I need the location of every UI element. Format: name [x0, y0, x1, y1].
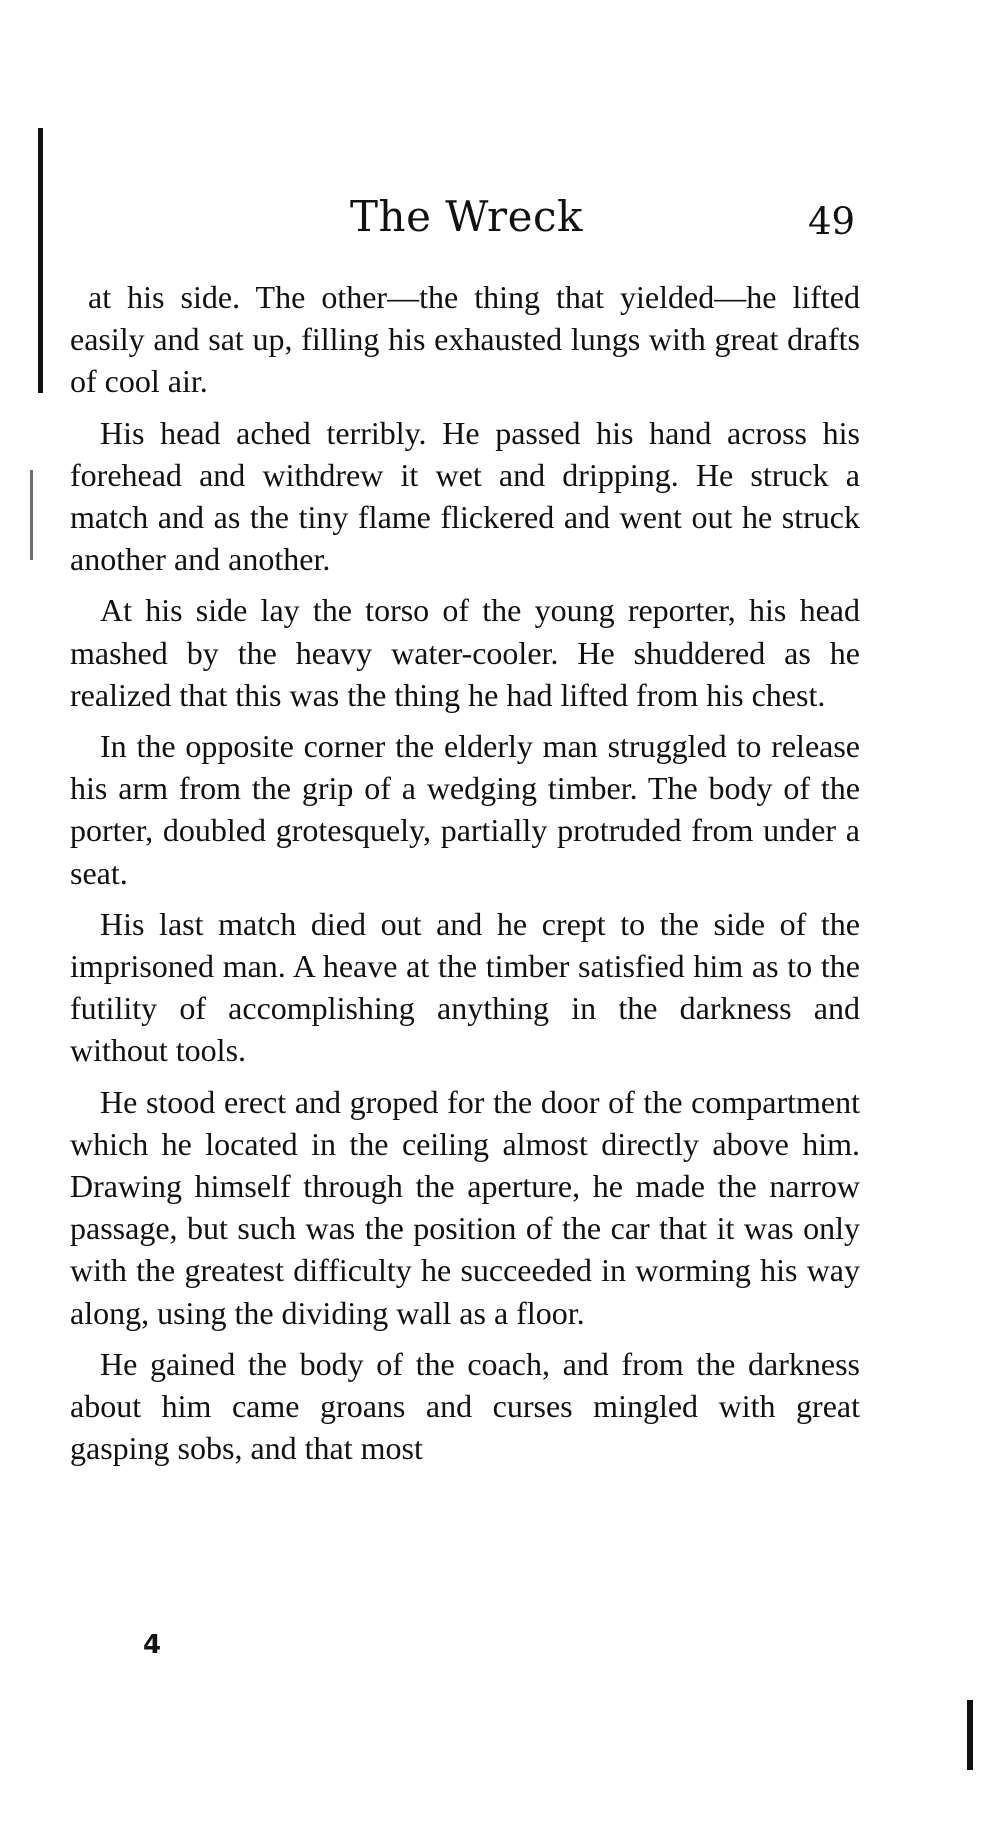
paragraph-7: He gained the body of the coach, and from the darkness about him came groans and curses mingled with great gasping sobs, and that most — [70, 1345, 860, 1467]
paragraph-6: He stood erect and groped for the door of the compartment which he located in the ceiling almost directly above him. Drawing himself through the aperture, he made the narrow passage, but such was the position of the car that it was only with the greatest difficulty he succeeded in worming his way along, using the dividing wall as a floor. — [70, 1083, 860, 1331]
page-number: 49 — [808, 200, 856, 243]
scan-edge-mark-right — [967, 1700, 973, 1770]
running-title: The Wreck — [350, 192, 583, 241]
paragraph-5: His last match died out and he crept to the side of the imprisoned man. A heave at the timber satisfied him as to the futility of accomplishing anything in the darkness and without tools. — [70, 905, 860, 1069]
page-header — [0, 192, 1000, 252]
signature-mark: 4 — [143, 1630, 162, 1660]
paragraph-3: At his side lay the torso of the young reporter, his head mashed by the heavy water-cooler. He shuddered as he realized that this was the thing he had lifted from his chest. — [70, 592, 860, 713]
body-text — [70, 276, 860, 1478]
paragraph-4: In the opposite corner the elderly man struggled to release his arm from the grip of a wedging timber. The body of the porter, doubled grotesquely, partially protruded from under a seat. — [70, 728, 860, 891]
paragraph-2: His head ached terribly. He passed his hand across his forehead and withdrew it wet and dripping. He struck a match and as the tiny flame flickered and went out he struck another and another. — [70, 414, 860, 578]
scan-edge-mark-top — [38, 128, 43, 393]
paragraph-1: at his side. The other—the thing that yielded—he lifted easily and sat up, filling his exhausted lungs with great drafts of cool air. — [70, 279, 860, 400]
scan-edge-mark-middle — [30, 470, 33, 560]
